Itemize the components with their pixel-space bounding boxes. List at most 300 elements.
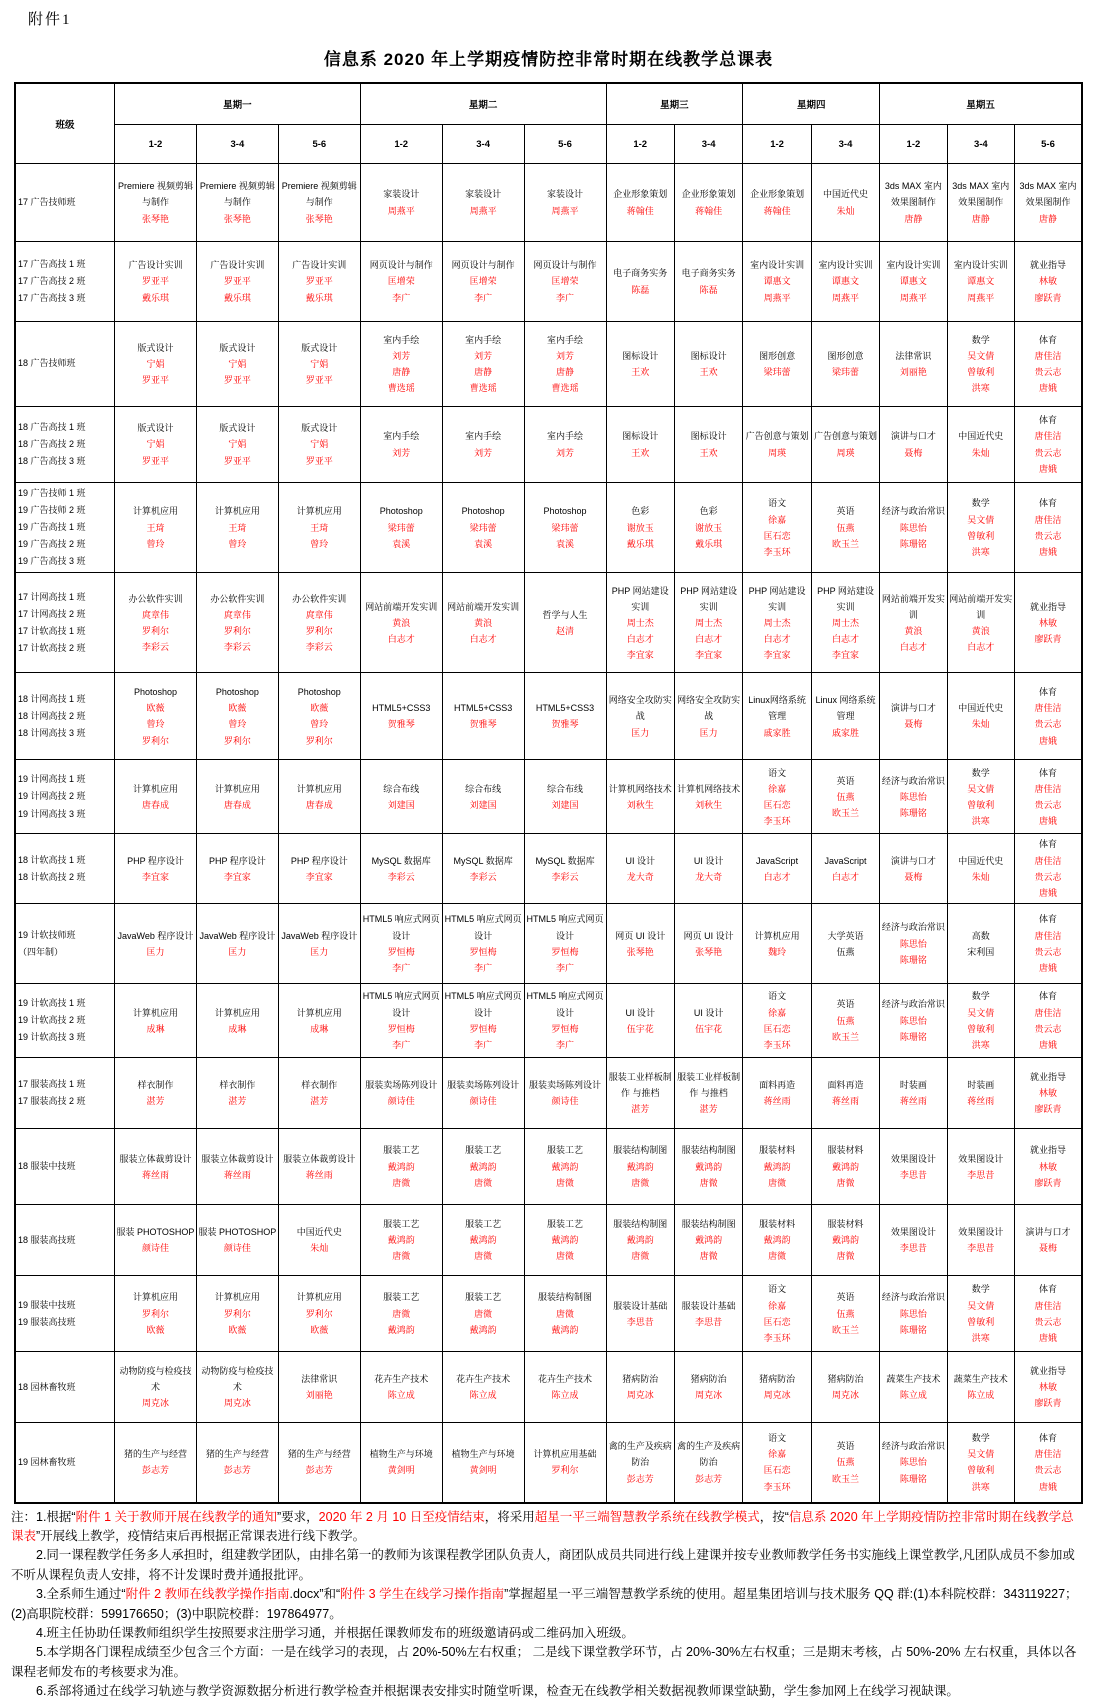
course-name: 计算机应用 [132,506,178,517]
teacher-name: 伍燕 [836,522,855,533]
schedule-cell [1015,760,1083,834]
period-header: 1-2 [880,125,947,164]
course-name: PHP 程序设计 [208,855,266,866]
class-name: 17 服装高技 2 班 [18,1096,86,1107]
teacher-name: 唐静 [1038,213,1057,224]
schedule-cell [360,322,442,407]
course-name: 广告创意与策划 [745,431,809,442]
timetable-row [15,760,1082,834]
course-name: Premiere 视频剪辑与制作 [117,181,193,208]
course-name: 就业指导 [1029,601,1066,612]
schedule-cell [811,483,879,573]
teacher-name: 龙大奇 [626,871,654,882]
teacher-name: 吴文倩 [967,1449,995,1460]
schedule-cell [115,1058,197,1129]
teacher-name: 李思昔 [967,1169,995,1180]
course-name: 计算机应用 [214,783,260,794]
teacher-name: 曾敏利 [967,1465,995,1476]
course-name: 计算机网络技术 [677,783,741,794]
course-name: Photoshop [297,687,341,698]
schedule-cell [115,1423,197,1503]
class-name: 17 计软高技 2 班 [18,643,86,654]
teacher-name: 张琴艳 [223,213,251,224]
teacher-name: 刘芳 [556,447,575,458]
course-name: 室内手绘 [547,431,584,442]
schedule-cell [1015,1352,1083,1423]
course-name: 效果图设计 [958,1227,1004,1238]
schedule-cell [442,322,524,407]
course-name: Photoshop [133,687,177,698]
teacher-name: 白志才 [899,642,927,653]
schedule-cell [524,1129,606,1205]
course-name: 演讲与口才 [890,703,936,714]
teacher-name: 徐嘉 [768,514,787,525]
schedule-cell [606,1058,674,1129]
teacher-name: 陈磊 [699,284,718,295]
teacher-name: 贺雅琴 [551,719,579,730]
course-name: 效果图设计 [958,1153,1004,1164]
course-name: 网页 UI 设计 [615,930,666,941]
course-name: 数学 [971,334,990,345]
teacher-name: 庹章伟 [141,609,169,620]
teacher-name: 梁玮蕾 [763,367,791,377]
teacher-name: 陈珊铭 [899,1473,927,1484]
teacher-name: 刘芳 [392,350,411,361]
course-name: 家装设计 [465,189,502,200]
teacher-name: 黄浪 [971,625,990,636]
schedule-cell [442,1423,524,1503]
teacher-name: 李玉环 [763,546,791,557]
footnote-text: ”掌握超星一平三端智慧教学系统的使用。超星集团培训与技术服务 QQ 群:(1)本科院校群：343119227；(2)高职院校群：599176650；(3)中职院校群：197864977。 [11,1587,1078,1621]
schedule-cell [811,1205,879,1276]
schedule-cell [278,760,360,834]
course-name: 网页设计与制作 [451,260,515,271]
schedule-cell [674,1058,742,1129]
teacher-name: 唐微 [556,1251,575,1262]
schedule-cell [278,834,360,904]
timetable-header [15,83,1082,164]
course-name: 英语 [836,775,855,786]
schedule-cell [360,1423,442,1503]
teacher-name: 廖跃青 [1034,292,1062,303]
period-header: 1-2 [606,125,674,164]
period-header: 3-4 [196,125,278,164]
timetable-row [15,1352,1082,1423]
course-name: 服装工艺 [383,1292,420,1303]
course-name: PHP 程序设计 [290,855,348,866]
footnote-text: ”要求， [277,1509,319,1524]
course-name: 体育 [1038,1284,1057,1295]
course-name: 服装材料 [759,1145,796,1156]
class-name: 17 广告技师班 [18,196,76,207]
course-name: 图标设计 [690,350,727,361]
schedule-cell [743,984,811,1058]
schedule-cell [674,673,742,760]
teacher-name: 彭志芳 [626,1473,654,1484]
teacher-name: 李宜家 [763,650,791,661]
schedule-cell [880,483,947,573]
teacher-name: 匡石恋 [763,1465,791,1476]
teacher-name: 欧玉兰 [831,1031,859,1042]
course-name: 服装结构制图 [681,1145,736,1156]
teacher-name: 曾敏利 [967,1316,995,1327]
timetable-row [15,673,1082,760]
timetable-row [15,573,1082,673]
course-name: 花卉生产技术 [374,1374,429,1385]
schedule-cell [743,1423,811,1503]
schedule-cell [196,573,278,673]
teacher-name: 白志才 [469,634,497,645]
teacher-name: 白志才 [763,871,791,882]
schedule-cell [196,834,278,904]
timetable-row [15,834,1082,904]
teacher-name: 王琦 [310,522,329,533]
teacher-name: 唐微 [631,1251,650,1262]
timetable-row [15,322,1082,407]
schedule-cell [674,1352,742,1423]
course-name: 计算机应用 [132,783,178,794]
teacher-name: 罗亚平 [141,455,169,466]
schedule-cell [278,1276,360,1352]
teacher-name: 贵云志 [1034,719,1062,730]
teacher-name: 曹选瑶 [387,383,415,394]
teacher-name: 朱灿 [971,447,990,458]
schedule-cell [524,573,606,673]
teacher-name: 匡石恋 [763,530,791,541]
teacher-name: 唐微 [474,1308,493,1319]
course-name: 体育 [1038,334,1057,345]
teacher-name: 贵云志 [1034,1023,1062,1034]
class-name: 18 计软高技 2 班 [18,871,86,882]
teacher-name: 徐嘉 [768,1007,787,1018]
course-name: 服装结构制图 [538,1292,593,1303]
course-name: 网站前端开发实训 [447,601,520,612]
course-name: 花卉生产技术 [456,1374,511,1385]
course-name: 数学 [971,991,990,1002]
teacher-name: 戴乐琪 [223,292,251,303]
teacher-name: 戴鸿韵 [469,1161,497,1172]
footnote-text: 3.全系师生通过“ [36,1587,126,1602]
course-name: 计算机应用 [296,1292,342,1303]
schedule-cell [880,1423,947,1503]
schedule-cell [743,407,811,483]
timetable-row [15,483,1082,573]
footnote-line [11,1585,1086,1624]
teacher-name: 周燕平 [763,292,791,303]
course-name: 综合布线 [383,783,420,794]
course-name: 计算机应用 [754,930,800,941]
course-name: JavaWeb 程序设计 [117,930,194,941]
schedule-cell [442,984,524,1058]
footnote-text: 4.班主任协助任课教师组织学生按照要求注册学习通，并根据任课教师发布的班级邀请码或二维码加入班级。 [36,1625,634,1640]
course-name: 广告设计实训 [292,260,347,271]
period-header: 3-4 [674,125,742,164]
course-name: 服装工业样板制作 与推档 [608,1071,672,1099]
teacher-name: 唐佳洁 [1034,431,1062,442]
course-name: 语文 [768,498,787,509]
course-name: 家装设计 [383,189,420,200]
teacher-name: 唐微 [836,1251,855,1262]
schedule-cell [880,164,947,242]
teacher-name: 谭惠文 [763,276,791,287]
course-name: 蔬菜生产技术 [886,1374,941,1385]
course-name: 服装工艺 [465,1292,502,1303]
teacher-name: 李思昔 [695,1316,723,1327]
schedule-cell [196,483,278,573]
course-name: 综合布线 [465,783,502,794]
schedule-cell [743,573,811,673]
course-name: 猪病防治 [759,1374,796,1385]
course-name: 服装结构制图 [613,1145,668,1156]
timetable-body [15,164,1082,1503]
teacher-name: 曹选瑶 [469,383,497,394]
footnote-text: 6.系部将通过在线学习轨迹与教学资源数据分析进行教学检查并根据课表安排实时随堂听课，检查无在线教学相关数据视教师课堂缺勤，学生参加网上在线学习视缺课。 [36,1684,959,1699]
schedule-cell [115,1129,197,1205]
teacher-name: 刘芳 [392,447,411,458]
teacher-name: 李广 [474,1039,493,1050]
teacher-name: 罗亚平 [305,455,333,466]
course-name: 版式设计 [137,423,174,434]
schedule-cell [278,1205,360,1276]
teacher-name: 唐微 [768,1177,787,1188]
teacher-name: 刘丽艳 [305,1390,333,1401]
teacher-name: 周瑛 [836,447,855,458]
schedule-cell [811,984,879,1058]
teacher-name: 刘秋生 [695,799,723,810]
schedule-cell [1015,1129,1083,1205]
schedule-cell [115,760,197,834]
footnote-text: 注：1.根据“ [11,1509,76,1524]
course-name: 计算机应用 [296,506,342,517]
teacher-name: 陈思怡 [899,1015,927,1026]
teacher-name: 唐微 [474,1177,493,1188]
teacher-name: 刘芳 [556,350,575,361]
teacher-name: 林敏 [1038,617,1057,628]
course-name: Photoshop [379,506,423,517]
course-name: Linux 网络系统管理 [815,695,876,722]
teacher-name: 李广 [556,1039,575,1050]
course-name: 室内手绘 [465,334,502,345]
teacher-name: 唐佳洁 [1034,855,1062,866]
schedule-cell [811,1423,879,1503]
course-name: 体育 [1038,1433,1057,1444]
course-name: 计算机网络技术 [608,783,672,794]
teacher-name: 周克冰 [695,1390,723,1401]
teacher-name: 唐娥 [1038,962,1057,973]
teacher-name: 周士杰 [763,617,791,628]
teacher-name: 张琴艳 [626,946,654,957]
teacher-name: 黄剑明 [469,1465,497,1476]
teacher-name: 蒋丝雨 [831,1096,859,1107]
course-name: 计算机应用 [296,783,342,794]
course-name: 禽的生产及疾病防治 [608,1441,672,1468]
schedule-cell [606,322,674,407]
teacher-name: 蒋丝雨 [223,1169,251,1180]
timetable-row [15,1205,1082,1276]
teacher-name: 戴鸿韵 [763,1235,791,1246]
teacher-name: 陈思怡 [899,1308,927,1319]
teacher-name: 罗利尔 [305,625,333,636]
teacher-name: 林敏 [1038,1161,1057,1172]
course-name: 网站前端开发实训 [365,601,438,612]
teacher-name: 罗恒梅 [551,946,579,957]
schedule-cell [524,1058,606,1129]
teacher-name: 刘芳 [474,350,493,361]
schedule-cell [360,407,442,483]
teacher-name: 欧薇 [228,1324,247,1335]
course-name: 服装立体裁剪设计 [283,1153,356,1164]
class-name: 17 广告高技 3 班 [18,293,86,304]
course-name: PHP 程序设计 [127,855,184,866]
teacher-name: 曾敏利 [967,799,995,810]
schedule-cell [1015,1423,1083,1503]
schedule-cell [674,1205,742,1276]
schedule-cell [278,1352,360,1423]
teacher-name: 成琳 [146,1023,165,1034]
teacher-name: 唐娥 [1038,1332,1057,1343]
period-header: 3-4 [442,125,524,164]
course-name: 网站前端开发实训 [881,593,945,620]
course-name: PHP 网站建设实训 [680,585,738,612]
teacher-name: 曹选瑶 [551,383,579,394]
footnote-highlight: 信息系 2020 年上学期疫情防控非常时期在线教学总课表 [11,1509,1074,1544]
course-name: 计算机应用 [296,1007,342,1018]
course-name: 网页设计与制作 [369,260,433,271]
schedule-cell [442,407,524,483]
schedule-cell [442,1058,524,1129]
teacher-name: 唐佳洁 [1034,1007,1062,1018]
schedule-cell [606,760,674,834]
schedule-cell [811,904,879,984]
period-header: 1-2 [360,125,442,164]
teacher-name: 廖跃青 [1034,1104,1062,1115]
schedule-cell [606,904,674,984]
teacher-name: 成琳 [228,1023,247,1034]
class-cell [15,164,115,242]
teacher-name: 欧薇 [310,703,329,714]
schedule-cell [880,242,947,322]
schedule-cell [115,322,197,407]
schedule-cell [115,834,197,904]
schedule-cell [880,1129,947,1205]
teacher-name: 李广 [556,292,575,303]
class-cell [15,1276,115,1352]
class-name: 17 计网高技 2 班 [18,608,86,619]
course-name: MySQL 数据库 [371,855,431,866]
schedule-cell [674,904,742,984]
schedule-cell [278,904,360,984]
schedule-cell [947,1205,1014,1276]
period-header: 1-2 [743,125,811,164]
course-name: 服装材料 [827,1145,864,1156]
schedule-cell [278,407,360,483]
schedule-cell [606,573,674,673]
teacher-name: 唐静 [904,213,923,224]
schedule-cell [524,904,606,984]
teacher-name: 吴文倩 [967,1300,995,1311]
footnote-line [11,1682,1086,1701]
course-name: 蔬菜生产技术 [953,1374,1008,1385]
teacher-name: 唐佳洁 [1034,1449,1062,1460]
teacher-name: 周克冰 [141,1398,169,1409]
teacher-name: 欧玉兰 [831,808,859,819]
schedule-cell [278,573,360,673]
teacher-name: 匡力 [631,727,650,738]
schedule-cell [360,164,442,242]
teacher-name: 林敏 [1038,1088,1057,1099]
schedule-cell [196,1129,278,1205]
schedule-cell [947,483,1014,573]
course-name: 经济与政治常识 [881,1292,945,1303]
course-name: PHP 网站建设实训 [611,585,669,612]
schedule-cell [606,1352,674,1423]
schedule-cell [880,673,947,760]
course-name: 中国近代史 [958,703,1004,714]
schedule-cell [196,1205,278,1276]
course-name: 办公软件实训 [210,593,265,604]
timetable-row [15,1276,1082,1352]
teacher-name: 李彩云 [387,871,415,882]
schedule-cell [524,760,606,834]
teacher-name: 贵云志 [1034,1316,1062,1327]
schedule-cell [880,760,947,834]
course-name: 演讲与口才 [1025,1227,1071,1238]
course-name: 办公软件实训 [292,593,347,604]
class-name: 17 广告高技 2 班 [18,275,86,286]
teacher-name: 刘芳 [474,447,493,458]
schedule-cell [524,834,606,904]
footnote-highlight: 超星一平三端智慧教学系统在线教学模式 [534,1509,760,1524]
schedule-cell [196,1276,278,1352]
course-name: 时装画 [899,1080,927,1091]
teacher-name: 戴鸿韵 [626,1161,654,1172]
teacher-name: 戴乐琪 [305,292,333,303]
course-name: 体育 [1038,498,1057,509]
course-name: 猪病防治 [827,1374,864,1385]
schedule-cell [606,407,674,483]
schedule-cell [880,1276,947,1352]
teacher-name: 刘秋生 [626,799,654,810]
course-name: 室内手绘 [547,334,584,345]
schedule-cell [811,1276,879,1352]
schedule-cell [1015,1276,1083,1352]
footnote-highlight: 附件 2 教师在线教学操作指南 [125,1587,290,1602]
schedule-cell [880,1058,947,1129]
schedule-cell [811,164,879,242]
footnote-line [11,1546,1086,1585]
class-cell [15,1129,115,1205]
course-name: 服装设计基础 [613,1300,668,1311]
course-name: UI 设计 [625,1007,655,1018]
schedule-cell [524,1205,606,1276]
schedule-cell [811,1129,879,1205]
course-name: 广告设计实训 [128,260,183,271]
teacher-name: 李玉环 [763,1039,791,1050]
teacher-name: 李广 [556,962,575,973]
course-name: 家装设计 [547,189,584,200]
course-name: 语文 [768,767,787,778]
course-name: 企业形象策划 [613,189,668,200]
schedule-cell [947,1058,1014,1129]
class-name: 19 计网高技 2 班 [18,791,86,802]
teacher-name: 袁溪 [392,538,411,549]
teacher-name: 唐春成 [305,799,333,810]
schedule-cell [743,322,811,407]
course-name: 色彩 [631,506,650,517]
schedule-cell [606,483,674,573]
course-name: 中国近代史 [958,855,1004,866]
schedule-cell [360,760,442,834]
